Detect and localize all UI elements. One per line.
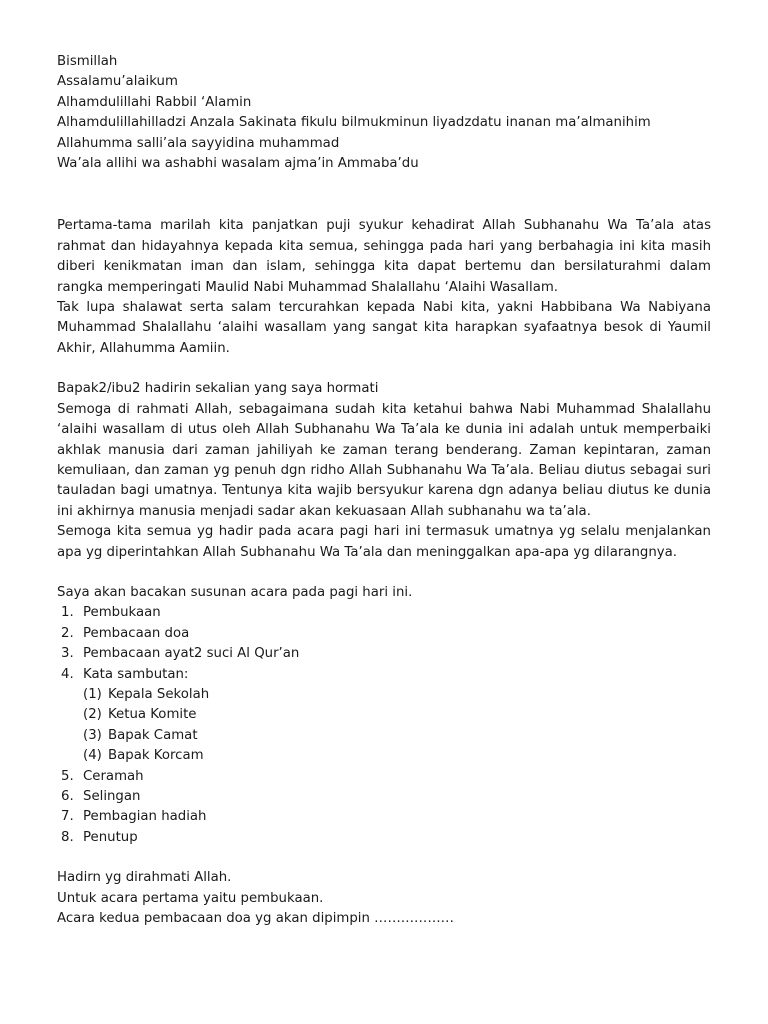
agenda-intro: Saya akan bacakan susunan acara pada pagi hari ini.: [57, 584, 413, 600]
intro-block: [57, 216, 711, 359]
list-item: [57, 603, 711, 623]
intro-paragraph: Tak lupa shalawat serta salam tercurahkan kepada Nabi kita, yakni Habbibana Wa Nabiyana Muhammad Shalallahu ‘alaihi wasallam yang sangat kita harapkan syafaatnya besok di Yaumil Akhir, Allahumma Aamiin.: [57, 300, 711, 356]
opening-line: Wa’ala allihi wa ashabhi wasalam ajma’in Ammaba’du: [57, 156, 419, 172]
list-item: [57, 644, 711, 664]
closing-line: Untuk acara pertama yaitu pembukaan.: [57, 890, 324, 906]
list-label: Ceramah: [83, 768, 144, 784]
list-number: 7.: [61, 809, 74, 825]
list-item: [57, 807, 711, 827]
list-label: Pembukaan: [83, 605, 161, 621]
opening-line: Alhamdulillahilladzi Anzala Sakinata fikulu bilmukminun liyadzdatu inanan ma’almanihim: [57, 115, 651, 131]
salutation: Bapak2/ibu2 hadirin sekalian yang saya hormati: [57, 381, 379, 397]
sub-list-number: (4): [83, 748, 102, 764]
list-item: [57, 828, 711, 848]
list-label: Pembacaan doa: [83, 625, 190, 641]
sub-list-item: [83, 746, 711, 766]
greeting-paragraph: Semoga di rahmati Allah, sebagaimana sudah kita ketahui bahwa Nabi Muhammad Shalallahu ‘alaihi wasallam di utus oleh Allah Subhanahu Wa Ta’ala ke dunia ini adalah untuk memperbaiki akhlak manusia dari zaman jahiliyah ke zaman terang benderang. Zaman kepintaran, zaman kemuliaan, dan zaman yg penuh dgn ridho Allah Subhanahu Wa Ta’ala. Beliau diutus sebagai suri tauladan bagi umatnya. Tentunya kita wajib bersyukur karena dgn adanya beliau diutus ke dunia ini akhirnya manusia menjadi sadar akan kekuasaan Allah subhanahu wa ta’ala.: [57, 401, 711, 519]
list-number: 1.: [61, 605, 74, 621]
list-item: [57, 787, 711, 807]
sub-list-number: (1): [83, 686, 102, 702]
greeting-paragraph: Semoga kita semua yg hadir pada acara pagi hari ini termasuk umatnya yg selalu menjalankan apa yg diperintahkan Allah Subhanahu Wa Ta’ala dan meninggalkan apa-apa yg dilarangnya.: [57, 524, 711, 560]
sub-list-item: [83, 726, 711, 746]
list-label: Pembagian hadiah: [83, 809, 207, 825]
sambutan-list: [83, 685, 711, 767]
opening-block: [57, 52, 711, 174]
list-item: [57, 624, 711, 644]
sub-list-item: [83, 685, 711, 705]
spacer: [57, 174, 711, 216]
sub-list-label: Ketua Komite: [108, 707, 197, 723]
opening-line: Bismillah: [57, 54, 118, 69]
opening-line: Alhamdulillahi Rabbil ‘Alamin: [57, 94, 252, 110]
list-number: 8.: [61, 829, 74, 845]
list-label: Pembacaan ayat2 suci Al Qur’an: [83, 646, 300, 662]
opening-line: Allahumma salli’ala sayyidina muhammad: [57, 135, 340, 151]
intro-paragraph: Pertama-tama marilah kita panjatkan puji syukur kehadirat Allah Subhanahu Wa Ta’ala atas rahmat dan hidayahnya kepada kita semua, sehingga pada hari yang berbahagia ini kita masih diberi kenikmatan iman dan islam, sehingga kita dapat bertemu dan bersilaturahmi dalam rangka memperingati Maulid Nabi Muhammad Shalallahu ‘Alaihi Wasallam.: [57, 218, 711, 295]
spacer: [57, 359, 711, 379]
greeting-block: [57, 379, 711, 563]
list-item: [57, 665, 711, 767]
document-page: [57, 52, 711, 929]
sub-list-label: Kepala Sekolah: [108, 686, 210, 702]
list-number: 2.: [61, 625, 74, 641]
sub-list-item: [83, 705, 711, 725]
list-item: [57, 767, 711, 787]
sub-list-number: (3): [83, 727, 102, 743]
closing-line: Acara kedua pembacaan doa yg akan dipimpin ………………: [57, 911, 454, 927]
list-number: 6.: [61, 789, 74, 804]
list-label: Selingan: [83, 789, 141, 804]
list-label: Kata sambutan:: [83, 666, 189, 682]
list-number: 5.: [61, 768, 74, 784]
sub-list-number: (2): [83, 707, 102, 723]
list-number: 4.: [61, 666, 74, 682]
closing-block: [57, 868, 711, 929]
spacer: [57, 848, 711, 868]
sub-list-label: Bapak Korcam: [108, 748, 204, 764]
list-number: 3.: [61, 646, 74, 662]
spacer: [57, 563, 711, 583]
opening-line: Assalamu’alaikum: [57, 74, 178, 90]
closing-line: Hadirn yg dirahmati Allah.: [57, 870, 232, 886]
agenda-block: [57, 583, 711, 848]
agenda-list: [57, 603, 711, 848]
sub-list-label: Bapak Camat: [108, 727, 198, 743]
list-label: Penutup: [83, 829, 138, 845]
